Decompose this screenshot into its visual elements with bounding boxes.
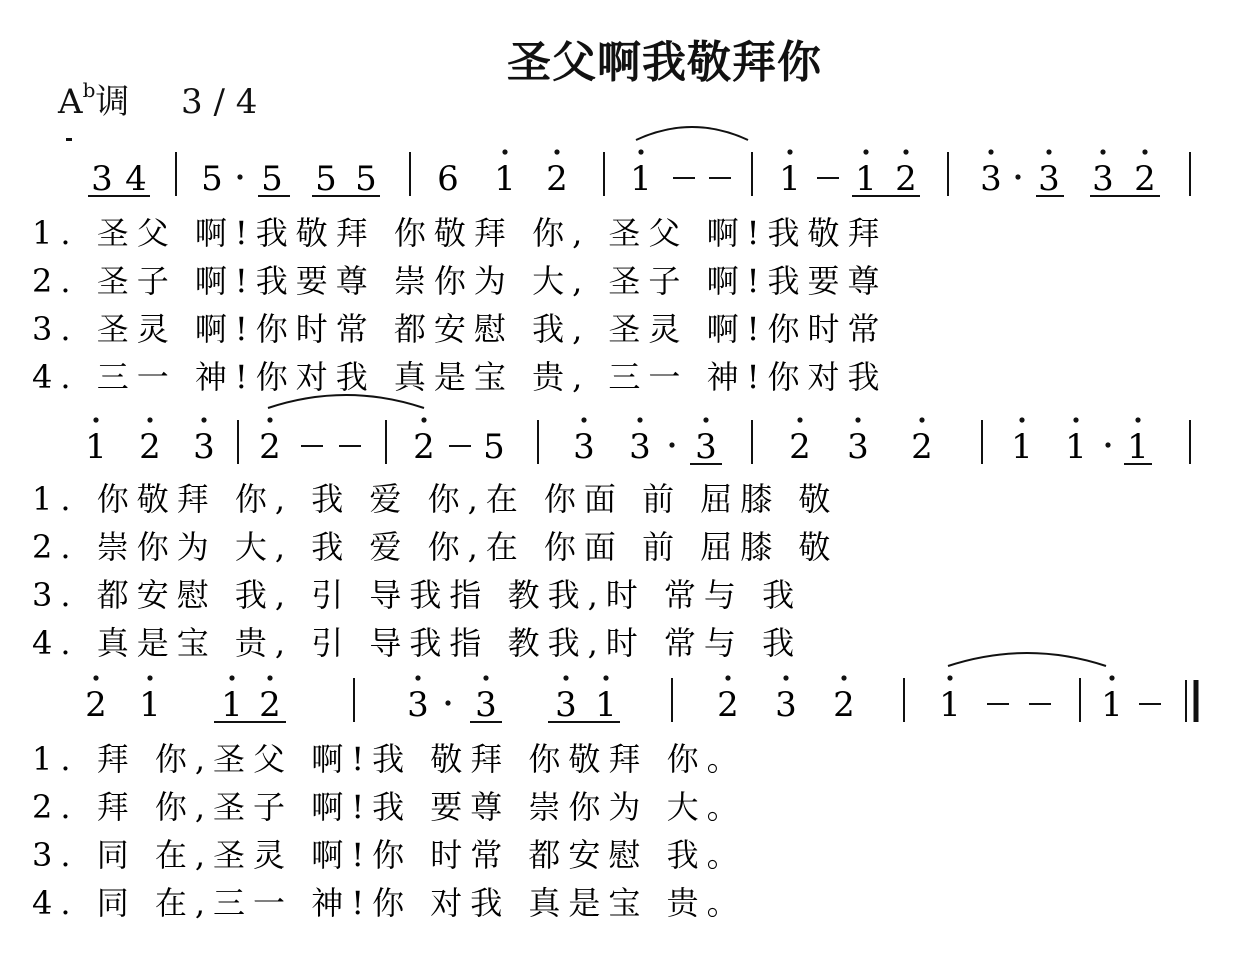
- tie-slur: [948, 653, 1106, 666]
- note-digit: 1: [221, 685, 243, 725]
- octave-dot: [725, 675, 730, 680]
- octave-dot: [703, 417, 708, 422]
- note-digit: 1: [1065, 427, 1087, 467]
- octave-dot: [267, 675, 272, 680]
- octave-dot: [581, 417, 586, 422]
- octave-dot: [483, 675, 488, 680]
- lyric-line: 3. 都安慰 我, 引 导我指 教我,时 常与 我: [32, 576, 803, 614]
- octave-dot: [563, 675, 568, 680]
- octave-dot: [988, 149, 993, 154]
- note-digit: 1: [85, 427, 107, 467]
- octave-dot: [1142, 149, 1147, 154]
- note-digit: 2: [546, 159, 568, 199]
- octave-dot: [1073, 417, 1078, 422]
- note-digit: 1: [779, 159, 801, 199]
- note-digit: 4: [125, 159, 147, 199]
- octave-dot: [903, 149, 908, 154]
- octave-dot: [421, 417, 426, 422]
- octave-dot: [638, 149, 643, 154]
- lyric-line: 3. 同 在,圣灵 啊!你 时常 都安慰 我。: [32, 836, 747, 874]
- key-letter: A: [58, 82, 83, 122]
- note-digit: 2: [895, 159, 917, 199]
- tie-slur: [268, 395, 424, 408]
- augmentation-dot: [1015, 174, 1020, 179]
- note-digit: 3: [1038, 159, 1060, 199]
- note-digit: 1: [1011, 427, 1033, 467]
- octave-dot: [415, 675, 420, 680]
- octave-dot: [267, 417, 272, 422]
- octave-dot: [147, 675, 152, 680]
- note-digit: 2: [789, 427, 811, 467]
- note-digit: 3: [573, 427, 595, 467]
- note-digit: 6: [437, 159, 459, 199]
- note-digit: 1: [1127, 427, 1149, 467]
- octave-dot: [1135, 417, 1140, 422]
- octave-dot: [201, 417, 206, 422]
- lyric-line: 3. 圣灵 啊!你时常 都安慰 我, 圣灵 啊!你时常: [32, 310, 888, 348]
- octave-dot: [919, 417, 924, 422]
- note-digit: 2: [259, 685, 281, 725]
- octave-dot: [93, 417, 98, 422]
- augmentation-dot: [1105, 442, 1110, 447]
- lyric-line: 2. 圣子 啊!我要尊 崇你为 大, 圣子 啊!我要尊: [32, 262, 888, 300]
- lyric-line: 4. 真是宝 贵, 引 导我指 教我,时 常与 我: [32, 624, 803, 662]
- note-digit: 2: [1134, 159, 1156, 199]
- lyric-line: 1. 你敬拜 你, 我 爱 你,在 你面 前 屈膝 敬: [32, 480, 839, 518]
- note-digit: 3: [1092, 159, 1114, 199]
- note-digit: 2: [413, 427, 435, 467]
- note-digit: 1: [595, 685, 617, 725]
- octave-dot: [783, 675, 788, 680]
- lyric-line: 1. 拜 你,圣父 啊!我 敬拜 你敬拜 你。: [32, 740, 747, 778]
- note-digit: 3: [695, 427, 717, 467]
- lyric-line: 2. 崇你为 大, 我 爱 你,在 你面 前 屈膝 敬: [32, 528, 839, 566]
- time-signature: 3 / 4: [181, 82, 258, 122]
- octave-dot: [1019, 417, 1024, 422]
- augmentation-dot: [237, 174, 242, 179]
- note-digit: 3: [775, 685, 797, 725]
- note-digit: 2: [85, 685, 107, 725]
- note-digit: 3: [91, 159, 113, 199]
- lyric-line: 4. 同 在,三一 神!你 对我 真是宝 贵。: [32, 884, 747, 922]
- note-digit: 3: [193, 427, 215, 467]
- note-digit: 3: [847, 427, 869, 467]
- octave-dot: [147, 417, 152, 422]
- octave-dot: [1109, 675, 1114, 680]
- augmentation-dot: [669, 442, 674, 447]
- flat-sign: b: [82, 78, 96, 102]
- octave-dot: [229, 675, 234, 680]
- octave-dot: [1046, 149, 1051, 154]
- octave-dot: [863, 149, 868, 154]
- note-digit: 2: [259, 427, 281, 467]
- note-digit: 3: [407, 685, 429, 725]
- lyric-line: 1. 圣父 啊!我敬拜 你敬拜 你, 圣父 啊!我敬拜: [32, 214, 888, 252]
- augmentation-dot: [445, 700, 450, 705]
- note-digit: 5: [315, 159, 337, 199]
- octave-dot: [947, 675, 952, 680]
- lyric-line: 2. 拜 你,圣子 啊!我 要尊 崇你为 大。: [32, 788, 747, 826]
- octave-dot: [502, 149, 507, 154]
- note-digit: 1: [139, 685, 161, 725]
- octave-dot: [787, 149, 792, 154]
- octave-dot: [841, 675, 846, 680]
- song-title: 圣父啊我敬拜你: [507, 37, 822, 88]
- note-digit: 5: [261, 159, 283, 199]
- note-digit: 3: [555, 685, 577, 725]
- note-digit: 1: [939, 685, 961, 725]
- octave-dot: [93, 675, 98, 680]
- note-digit: 1: [1101, 685, 1123, 725]
- note-digit: 1: [855, 159, 877, 199]
- note-digit: 1: [630, 159, 652, 199]
- note-digit: 2: [717, 685, 739, 725]
- note-digit: 3: [629, 427, 651, 467]
- octave-dot: [855, 417, 860, 422]
- tie-slur: [636, 127, 748, 140]
- octave-dot: [554, 149, 559, 154]
- note-digit: 5: [355, 159, 377, 199]
- octave-dot: [603, 675, 608, 680]
- note-digit: 2: [911, 427, 933, 467]
- note-digit: 2: [139, 427, 161, 467]
- note-digit: 3: [475, 685, 497, 725]
- lyric-line: 4. 三一 神!你对我 真是宝 贵, 三一 神!你对我: [32, 358, 888, 396]
- note-digit: 3: [980, 159, 1002, 199]
- note-digit: 5: [201, 159, 223, 199]
- octave-dot: [797, 417, 802, 422]
- octave-dot: [637, 417, 642, 422]
- note-digit: 5: [483, 427, 505, 467]
- octave-dot: [1100, 149, 1105, 154]
- key-suffix: 调: [95, 82, 130, 122]
- note-digit: 1: [494, 159, 516, 199]
- note-digit: 2: [833, 685, 855, 725]
